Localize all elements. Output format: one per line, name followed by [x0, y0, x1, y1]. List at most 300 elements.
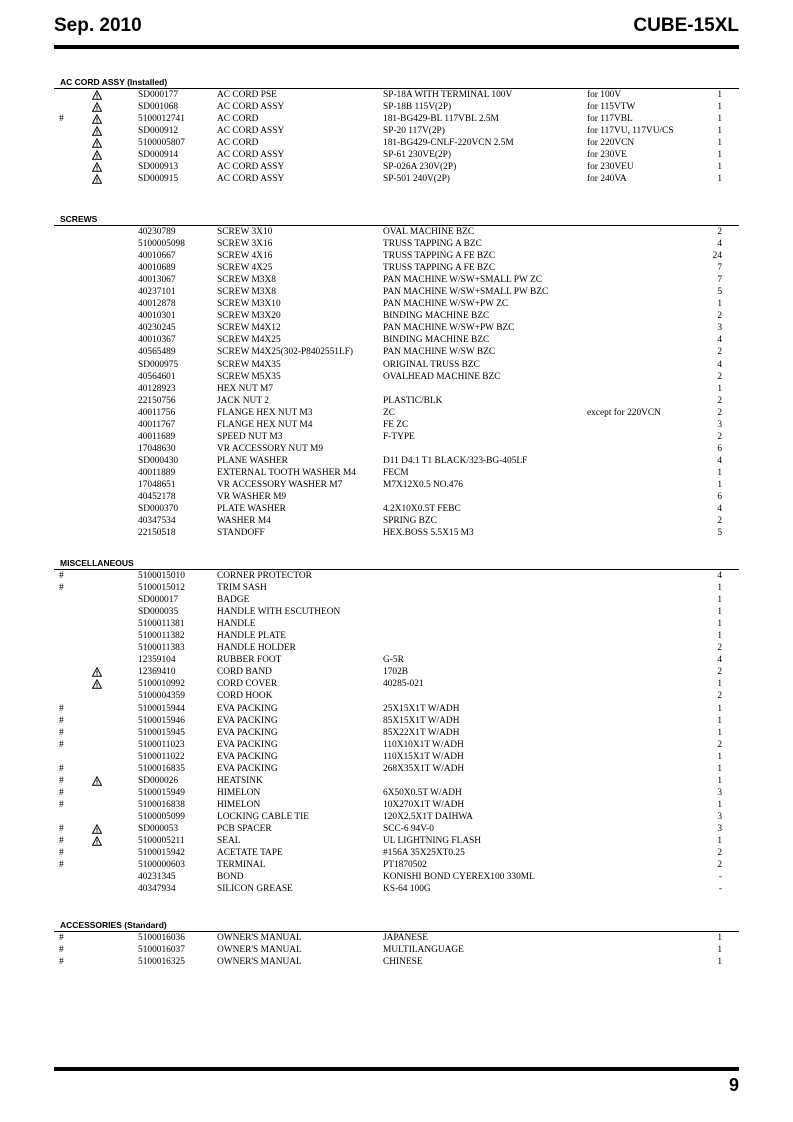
- part-number: 40231345: [138, 872, 176, 883]
- part-description: HIMELON: [217, 787, 261, 798]
- part-spec: SP-61 230VE(2P): [383, 150, 451, 161]
- part-description: TRIM SASH: [217, 583, 267, 594]
- part-description: HEATSINK: [217, 775, 263, 786]
- part-number: SD000026: [138, 775, 179, 786]
- part-quantity: 1: [717, 775, 722, 786]
- table-row: [54, 503, 739, 515]
- part-number: 40013067: [138, 275, 176, 286]
- part-number: 5100011381: [138, 619, 185, 630]
- part-quantity: 1: [717, 703, 722, 714]
- part-spec: SPRING BZC: [383, 516, 437, 527]
- part-number: SD000017: [138, 595, 179, 606]
- part-description: VR ACCESSORY NUT M9: [217, 443, 324, 454]
- part-spec: ZC: [383, 407, 395, 418]
- table-row: [54, 666, 739, 678]
- table-row: [54, 238, 739, 250]
- table-row: [54, 383, 739, 395]
- change-mark: #: [59, 775, 64, 786]
- part-spec: 25X15X1T W/ADH: [383, 703, 460, 714]
- part-number: 5100016325: [138, 957, 185, 968]
- part-description: ACETATE TAPE: [217, 848, 283, 859]
- part-description: PLANE WASHER: [217, 455, 288, 466]
- part-quantity: 1: [717, 715, 722, 726]
- safety-warning-icon: [92, 835, 104, 847]
- part-number: 40011756: [138, 407, 176, 418]
- table-row: [54, 125, 739, 137]
- part-spec: KONISHI BOND CYEREX100 330ML: [383, 872, 535, 883]
- part-number: 5100016838: [138, 799, 185, 810]
- safety-warning-icon: [92, 678, 104, 690]
- part-description: PCB SPACER: [217, 823, 272, 834]
- part-quantity: 1: [717, 583, 722, 594]
- part-quantity: 5: [717, 528, 722, 539]
- change-mark: #: [59, 571, 64, 581]
- part-quantity: 5: [717, 287, 722, 298]
- part-description: PLATE WASHER: [217, 504, 286, 515]
- part-description: AC CORD ASSY: [217, 102, 285, 113]
- part-quantity: 1: [717, 162, 722, 173]
- safety-warning-icon: [92, 666, 104, 678]
- part-description: TERMINAL: [217, 860, 266, 871]
- part-number: 40565489: [138, 347, 176, 358]
- part-spec: ORIGINAL TRUSS BZC: [383, 359, 480, 370]
- table-row: [54, 871, 739, 883]
- change-mark: #: [59, 848, 64, 859]
- part-number: 40012878: [138, 299, 176, 310]
- part-description: BADGE: [217, 595, 250, 606]
- part-number: 40010667: [138, 251, 176, 262]
- safety-warning-icon: [92, 125, 104, 137]
- part-spec: 40285-021: [383, 679, 424, 690]
- part-number: SD000912: [138, 126, 179, 137]
- change-mark: #: [59, 727, 64, 738]
- part-quantity: 1: [717, 126, 722, 137]
- part-number: 5100015012: [138, 583, 185, 594]
- table-row: [54, 274, 739, 286]
- part-description: VR WASHER M9: [217, 492, 287, 503]
- part-number: 22150518: [138, 528, 176, 539]
- part-spec: PLASTIC/BLK: [383, 395, 443, 406]
- part-number: SD000915: [138, 174, 179, 185]
- table-row: [54, 703, 739, 715]
- part-spec: SCC-6 94V-0: [383, 823, 434, 834]
- part-number: 40230789: [138, 227, 176, 237]
- part-quantity: 2: [717, 371, 722, 382]
- part-number: 5100012741: [138, 114, 185, 125]
- part-description: HANDLE: [217, 619, 256, 630]
- part-quantity: 1: [717, 479, 722, 490]
- part-description: FLANGE HEX NUT M4: [217, 419, 313, 430]
- part-number: SD000913: [138, 162, 179, 173]
- part-spec: JAPANESE: [383, 933, 428, 943]
- part-description: SCREW M4X35: [217, 359, 281, 370]
- table-row: [54, 582, 739, 594]
- part-description: FLANGE HEX NUT M3: [217, 407, 313, 418]
- table-row: [54, 419, 739, 431]
- part-spec: SP-18B 115V(2P): [383, 102, 452, 113]
- change-mark: #: [59, 703, 64, 714]
- part-number: SD000430: [138, 455, 179, 466]
- part-quantity: 3: [717, 811, 722, 822]
- part-spec: SP-026A 230V(2P): [383, 162, 457, 173]
- table-row: [54, 250, 739, 262]
- part-spec: G-5R: [383, 655, 404, 666]
- part-quantity: 7: [717, 263, 722, 274]
- part-description: HANDLE WITH ESCUTHEON: [217, 607, 341, 618]
- part-quantity: 2: [717, 516, 722, 527]
- part-spec: SP-20 117V(2P): [383, 126, 445, 137]
- part-quantity: 1: [717, 383, 722, 394]
- part-description: AC CORD: [217, 114, 259, 125]
- table-row: [54, 407, 739, 419]
- part-spec: TRUSS TAPPING A BZC: [383, 239, 482, 250]
- part-quantity: 4: [717, 655, 722, 666]
- part-description: SEAL: [217, 836, 241, 847]
- part-number: 40237101: [138, 287, 176, 298]
- table-row: [54, 594, 739, 606]
- header-rule: [54, 45, 739, 49]
- part-number: 5100000603: [138, 860, 185, 871]
- table-row: [54, 346, 739, 358]
- part-description: WASHER M4: [217, 516, 271, 527]
- part-quantity: 1: [717, 631, 722, 642]
- table-row: [54, 431, 739, 443]
- part-description: SCREW M3X10: [217, 299, 281, 310]
- part-spec: PAN MACHINE W/SW BZC: [383, 347, 496, 358]
- part-description: LOCKING CABLE TIE: [217, 811, 310, 822]
- section: [54, 920, 739, 968]
- part-number: 5100015946: [138, 715, 185, 726]
- part-quantity: 6: [717, 443, 722, 454]
- part-quantity: 4: [717, 335, 722, 346]
- part-number: 5100005099: [138, 811, 185, 822]
- part-spec: FE ZC: [383, 419, 409, 430]
- part-spec: OVALHEAD MACHINE BZC: [383, 371, 501, 382]
- part-spec: 120X2.5X1T DAIHWA: [383, 811, 473, 822]
- table-row: [54, 334, 739, 346]
- part-note: for 117VBL: [587, 114, 633, 125]
- table-row: [54, 570, 739, 582]
- part-number: SD000053: [138, 823, 179, 834]
- table-row: [54, 715, 739, 727]
- part-description: AC CORD ASSY: [217, 162, 285, 173]
- table-row: [54, 787, 739, 799]
- section-title: ACCESSORIES (Standard): [54, 920, 739, 932]
- part-description: HANDLE PLATE: [217, 631, 287, 642]
- part-description: SCREW 4X16: [217, 251, 273, 262]
- part-description: SCREW M3X8: [217, 275, 276, 286]
- part-number: 40347534: [138, 516, 176, 527]
- part-quantity: 1: [717, 607, 722, 618]
- part-quantity: 2: [717, 227, 722, 237]
- part-note: for 240VA: [587, 174, 627, 185]
- table-row: [54, 823, 739, 835]
- part-number: 40230245: [138, 323, 176, 334]
- safety-warning-icon: [92, 137, 104, 149]
- part-description: OWNER'S MANUAL: [217, 957, 302, 968]
- part-spec: PAN MACHINE W/SW+PW ZC: [383, 299, 509, 310]
- part-spec: PAN MACHINE W/SW+PW BZC: [383, 323, 515, 334]
- table-row: [54, 883, 739, 895]
- part-number: SD000035: [138, 607, 179, 618]
- part-description: AC CORD: [217, 138, 259, 149]
- part-number: 40011767: [138, 419, 176, 430]
- table-row: [54, 775, 739, 787]
- table-row: [54, 310, 739, 322]
- change-mark: #: [59, 945, 64, 956]
- safety-warning-icon: [92, 89, 104, 101]
- part-note: for 100V: [587, 90, 622, 100]
- part-spec: SP-501 240V(2P): [383, 174, 450, 185]
- section-title: SCREWS: [54, 214, 739, 226]
- table-row: [54, 226, 739, 238]
- part-description: EVA PACKING: [217, 739, 278, 750]
- part-description: SCREW M4X25(302-P8402551LF): [217, 347, 354, 358]
- part-quantity: 7: [717, 275, 722, 286]
- part-description: CORNER PROTECTOR: [217, 571, 312, 581]
- table-row: [54, 763, 739, 775]
- part-spec: MULTILANGUAGE: [383, 945, 464, 956]
- table-row: [54, 835, 739, 847]
- part-number: 40011689: [138, 431, 176, 442]
- part-description: SCREW M4X12: [217, 323, 281, 334]
- part-description: HEX NUT M7: [217, 383, 274, 394]
- part-spec: PT1870502: [383, 860, 427, 871]
- change-mark: #: [59, 799, 64, 810]
- table-row: [54, 491, 739, 503]
- part-quantity: 1: [717, 299, 722, 310]
- change-mark: #: [59, 739, 64, 750]
- table-row: [54, 322, 739, 334]
- safety-warning-icon: [92, 775, 104, 787]
- part-description: SCREW 4X25: [217, 263, 273, 274]
- part-spec: TRUSS TAPPING A FE BZC: [383, 263, 496, 274]
- part-spec: F-TYPE: [383, 431, 415, 442]
- part-number: 12359104: [138, 655, 176, 666]
- part-number: 5100004359: [138, 691, 185, 702]
- part-description: EVA PACKING: [217, 727, 278, 738]
- part-number: 40564601: [138, 371, 176, 382]
- part-quantity: 1: [717, 619, 722, 630]
- change-mark: #: [59, 787, 64, 798]
- table-row: [54, 859, 739, 871]
- table-row: [54, 371, 739, 383]
- page-number: 9: [728, 1075, 739, 1095]
- part-number: 5100011023: [138, 739, 185, 750]
- part-quantity: 2: [717, 347, 722, 358]
- part-quantity: 1: [717, 174, 722, 185]
- table-row: [54, 515, 739, 527]
- part-spec: TRUSS TAPPING A FE BZC: [383, 251, 496, 262]
- part-number: SD000370: [138, 504, 179, 515]
- part-spec: OVAL MACHINE BZC: [383, 227, 475, 237]
- part-quantity: 1: [717, 763, 722, 774]
- part-description: EVA PACKING: [217, 715, 278, 726]
- part-description: SCREW M4X25: [217, 335, 281, 346]
- table-row: [54, 467, 739, 479]
- part-description: CORD HOOK: [217, 691, 273, 702]
- table-row: [54, 678, 739, 690]
- footer-rule: [54, 1067, 739, 1071]
- part-spec: 181-BG429-BL 117VBL 2.5M: [383, 114, 499, 125]
- part-spec: HEX.BOSS 5.5X15 M3: [383, 528, 474, 539]
- part-number: 40347934: [138, 884, 176, 895]
- part-description: AC CORD ASSY: [217, 174, 285, 185]
- part-number: 5100016037: [138, 945, 185, 956]
- part-quantity: 2: [717, 691, 722, 702]
- part-description: RUBBER FOOT: [217, 655, 282, 666]
- part-quantity: 2: [717, 431, 722, 442]
- part-number: 5100011383: [138, 643, 185, 654]
- header-model: CUBE-15XL: [633, 15, 739, 36]
- table-row: [54, 395, 739, 407]
- part-spec: 110X10X1T W/ADH: [383, 739, 464, 750]
- table-row: [54, 630, 739, 642]
- part-number: 17048630: [138, 443, 176, 454]
- part-quantity: 1: [717, 102, 722, 113]
- part-description: EXTERNAL TOOTH WASHER M4: [217, 467, 356, 478]
- part-note: for 230VEU: [587, 162, 634, 173]
- part-quantity: 2: [717, 848, 722, 859]
- table-row: [54, 751, 739, 763]
- table-row: [54, 618, 739, 630]
- part-spec: PAN MACHINE W/SW+SMALL PW BZC: [383, 287, 549, 298]
- part-quantity: 1: [717, 727, 722, 738]
- change-mark: #: [59, 860, 64, 871]
- part-spec: #156A 35X25XT0.25: [383, 848, 465, 859]
- part-description: BOND: [217, 872, 244, 883]
- part-spec: 6X50X0.5T W/ADH: [383, 787, 462, 798]
- table-row: [54, 690, 739, 702]
- part-description: CORD COVER: [217, 679, 278, 690]
- part-number: 22150756: [138, 395, 176, 406]
- table-row: [54, 89, 739, 101]
- part-spec: UL LIGHTNING FLASH: [383, 836, 482, 847]
- table-row: [54, 286, 739, 298]
- table-row: [54, 727, 739, 739]
- part-number: 5100016835: [138, 763, 185, 774]
- part-quantity: 1: [717, 138, 722, 149]
- part-number: 12369410: [138, 667, 176, 678]
- part-note: except for 220VCN: [587, 407, 661, 418]
- part-quantity: 2: [717, 643, 722, 654]
- table-row: [54, 847, 739, 859]
- part-spec: 4.2X10X0.5T FEBC: [383, 504, 461, 515]
- part-quantity: 4: [717, 239, 722, 250]
- part-spec: D11 D4.1 T1 BLACK/323-BG-405LF: [383, 455, 528, 466]
- part-quantity: 1: [717, 799, 722, 810]
- part-quantity: 24: [712, 251, 722, 262]
- table-row: [54, 606, 739, 618]
- table-row: [54, 113, 739, 125]
- part-number: 5100005211: [138, 836, 185, 847]
- table-row: [54, 101, 739, 113]
- table-row: [54, 654, 739, 666]
- table-row: [54, 527, 739, 539]
- part-quantity: 3: [717, 787, 722, 798]
- safety-warning-icon: [92, 101, 104, 113]
- table-row: [54, 173, 739, 185]
- part-spec: 85X15X1T W/ADH: [383, 715, 460, 726]
- part-number: 40128923: [138, 383, 176, 394]
- part-quantity: 4: [717, 455, 722, 466]
- table-row: [54, 811, 739, 823]
- part-number: 5100005098: [138, 239, 185, 250]
- part-note: for 230VE: [587, 150, 627, 161]
- part-quantity: 4: [717, 571, 722, 581]
- part-description: JACK NUT 2: [217, 395, 269, 406]
- part-number: 5100015949: [138, 787, 185, 798]
- part-note: for 117VU, 117VU/CS: [587, 126, 674, 137]
- part-spec: M7X12X0.5 NO.476: [383, 479, 463, 490]
- part-quantity: 2: [717, 311, 722, 322]
- part-description: OWNER'S MANUAL: [217, 933, 302, 943]
- part-description: SCREW 3X16: [217, 239, 273, 250]
- change-mark: #: [59, 715, 64, 726]
- safety-warning-icon: [92, 173, 104, 185]
- table-row: [54, 298, 739, 310]
- part-description: SCREW 3X10: [217, 227, 273, 237]
- part-quantity: -: [718, 884, 722, 895]
- part-number: 5100005807: [138, 138, 185, 149]
- part-description: EVA PACKING: [217, 751, 278, 762]
- part-quantity: 3: [717, 823, 722, 834]
- part-spec: 110X15X1T W/ADH: [383, 751, 464, 762]
- part-description: EVA PACKING: [217, 763, 278, 774]
- part-quantity: -: [718, 872, 722, 883]
- part-number: 17048651: [138, 479, 176, 490]
- table-row: [54, 262, 739, 274]
- header-date: Sep. 2010: [54, 15, 142, 36]
- section-title: MISCELLANEOUS: [54, 558, 739, 570]
- part-description: STANDOFF: [217, 528, 265, 539]
- change-mark: #: [59, 583, 64, 594]
- part-quantity: 2: [717, 407, 722, 418]
- safety-warning-icon: [92, 161, 104, 173]
- part-number: SD000914: [138, 150, 179, 161]
- part-spec: CHINESE: [383, 957, 423, 968]
- part-spec: KS-64 100G: [383, 884, 431, 895]
- part-quantity: 3: [717, 323, 722, 334]
- part-spec: BINDING MACHINE BZC: [383, 311, 490, 322]
- section-title: AC CORD ASSY (Installed): [54, 77, 739, 89]
- part-number: 40011889: [138, 467, 176, 478]
- part-spec: PAN MACHINE W/SW+SMALL PW ZC: [383, 275, 542, 286]
- part-number: 40010367: [138, 335, 176, 346]
- part-spec: 10X270X1T W/ADH: [383, 799, 465, 810]
- change-mark: #: [59, 957, 64, 968]
- part-note: for 115VTW: [587, 102, 636, 113]
- table-row: [54, 359, 739, 371]
- table-row: [54, 455, 739, 467]
- table-row: [54, 932, 739, 944]
- part-quantity: 1: [717, 957, 722, 968]
- part-spec: FECM: [383, 467, 409, 478]
- part-description: EVA PACKING: [217, 703, 278, 714]
- part-description: VR ACCESSORY WASHER M7: [217, 479, 343, 490]
- safety-warning-icon: [92, 113, 104, 125]
- part-number: 5100011022: [138, 751, 185, 762]
- part-quantity: 4: [717, 359, 722, 370]
- part-quantity: 1: [717, 751, 722, 762]
- change-mark: #: [59, 836, 64, 847]
- part-number: 5100010992: [138, 679, 185, 690]
- change-mark: #: [59, 763, 64, 774]
- part-number: 40010689: [138, 263, 176, 274]
- part-quantity: 1: [717, 679, 722, 690]
- change-mark: #: [59, 823, 64, 834]
- part-number: SD000975: [138, 359, 179, 370]
